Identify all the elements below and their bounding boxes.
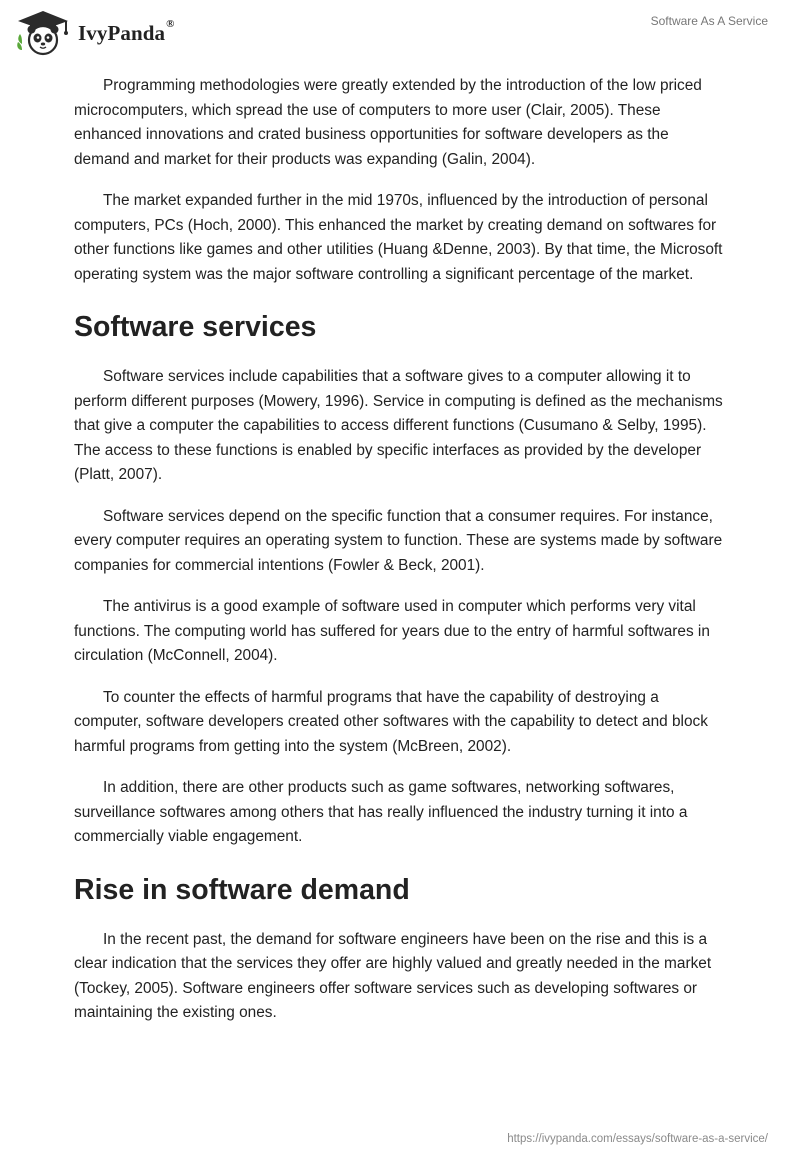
- paragraph: Software services depend on the specific function that a consumer requires. For instance, every computer requires an operating system to function. These are systems made by software companies for commercial intentions (Fowler & Beck, 2001).: [74, 507, 723, 574]
- paragraph: The antivirus is a good example of software used in computer which performs very vital functions. The computing world has suffered for years due to the entry of harmful softwares in circulation (McConnell, 2004).: [74, 598, 710, 664]
- section-heading-rise-in-demand: Rise in software demand: [74, 873, 410, 906]
- page-header: [0, 0, 800, 60]
- essay-content: [74, 74, 728, 1043]
- paragraph: Programming methodologies were greatly extended by the introduction of the low priced microcomputers, which spread the use of computers to more user (Clair, 2005). These enhanced innovations and crated business opportunities for software developers as the demand and market for their products was expanding (Galin, 2004).: [74, 77, 702, 168]
- paragraph: The market expanded further in the mid 1970s, influenced by the introduction of personal computers, PCs (Hoch, 2000). This enhanced the market by creating demand on softwares for other functions like games and other utilities (Huang &Denne, 2003). By that time, the Microsoft operating system was the major software controlling a significant percentage of the market.: [74, 192, 723, 283]
- panda-graduation-cap-icon: [14, 8, 72, 56]
- document-title: Software As A Service: [650, 14, 768, 28]
- logo-wordmark: IvyPanda®: [78, 17, 175, 45]
- paragraph: To counter the effects of harmful programs that have the capability of destroying a computer, software developers created other softwares with the capability to detect and block harmful programs from getting into the system (McBreen, 2002).: [74, 688, 708, 755]
- ivypanda-logo[interactable]: [14, 8, 175, 56]
- paragraph: Software services include capabilities that a software gives to a computer allowing it to perform different purposes (Mowery, 1996). Service in computing is defined as the mechanisms that give a computer the capabilities to access different functions (Cusumano & Selby, 1995). The access to these functions is enabled by specific interfaces as provided by the developer (Platt, 2007).: [74, 368, 723, 483]
- paragraph: In addition, there are other products such as game softwares, networking softwares, surveillance softwares among others that has really influenced the industry turning it into a commercially viable engagement.: [74, 779, 688, 845]
- source-url[interactable]: https://ivypanda.com/essays/software-as-a-service/: [507, 1133, 768, 1145]
- paragraph: In the recent past, the demand for software engineers have been on the rise and this is a clear indication that the services they offer are highly valued and greatly needed in the market (Tockey, 2005). Software engineers offer software services such as developing softwares or maintaining the existing ones.: [74, 930, 712, 1021]
- section-heading-software-services: Software services: [74, 311, 317, 343]
